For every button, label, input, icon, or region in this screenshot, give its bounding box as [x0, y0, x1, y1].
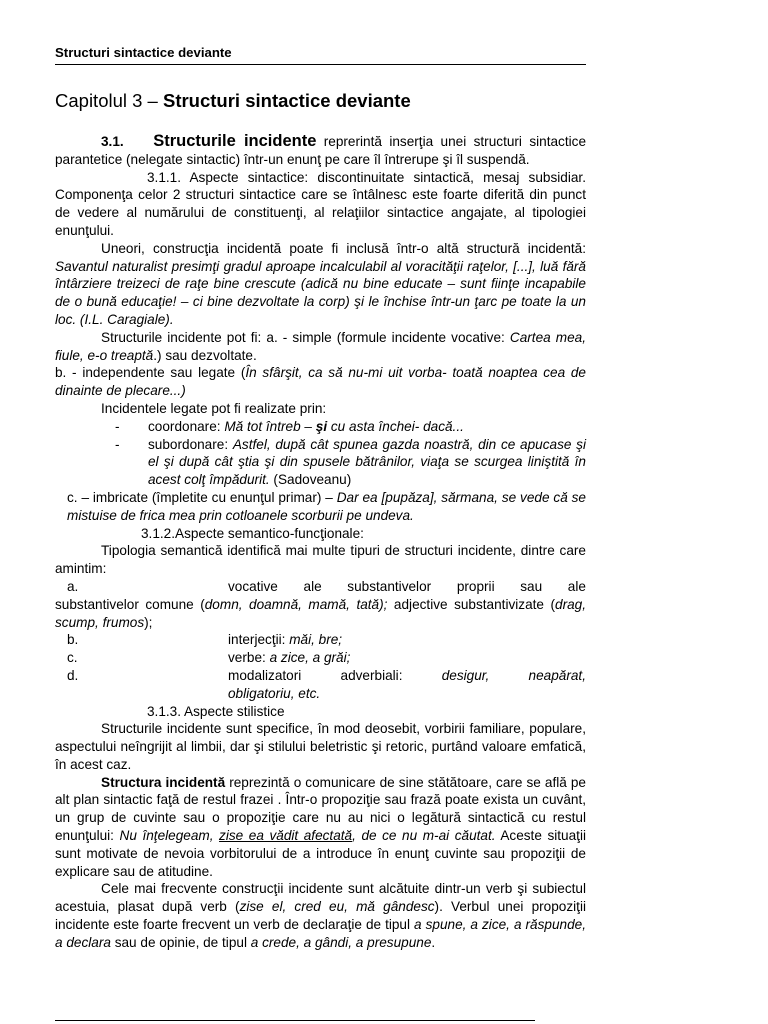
paragraph-after: .) sau dezvoltate. — [153, 347, 257, 363]
paragraph-tipologia: Tipologia semantică identifică mai multe tipuri de structuri incidente, dintre care amintim: — [55, 543, 586, 577]
dash-list — [55, 418, 586, 489]
subsection-text: Componenţa celor 2 structuri sintactice care se întâlnesc este foarte diferită din punct de vedere al numărului de constituenţi, al relaţiilor sintactice angajate, al tipologiei enunţului. — [55, 187, 586, 238]
item-example: Mă tot întreb – şi cu asta închei- dacă... — [224, 418, 464, 434]
list-item-d: d. modalizatori adverbiali: desigur, neapărat, obligatoriu, etc. — [55, 667, 586, 703]
paragraph-structura: Structura incidentă reprezintă o comunicare de sine stătătoare, care se află pe alt plan sintactic faţă de restul frazei . Într-o propoziţie sau frază poate exista un cuvânt, un grup de cuvinte sau o propoziţie care nu au nici o legătură sintactică cu restul enunţului: Nu înţelegeam, zise ea vădit afectată, de ce nu m-ai căutat. Aceste situaţii sunt motivate de nevoia vorbitorului de a introduce în enunţ cuvinte sau propoziţii de explicare sau de atitudine. — [55, 774, 586, 879]
list-dash: - — [115, 436, 120, 452]
section-text: reprerintă inserţia unei structuri sintactice parantetice (nelegate sintactic) într-un enunţ pe care îl întrerupe şi îl suspendă. — [55, 134, 587, 167]
example: În sfârşit, ca să nu-mi uit vorba- toată noaptea cea de dinainte de plecare...) — [55, 365, 586, 399]
paragraph-text: b. - independente sau legate ( — [55, 365, 246, 381]
item-label: d. — [67, 667, 79, 683]
item-label: a. — [67, 578, 79, 594]
item-label: b. — [67, 632, 79, 648]
section-number: 3.1. — [101, 134, 124, 149]
item-attribution: (Sadoveanu) — [269, 472, 352, 488]
item-label: coordonare: — [148, 418, 225, 434]
chapter-name: Structuri sintactice deviante — [162, 90, 411, 111]
list-item-b: b. interjecţii: măi, bre; — [55, 631, 586, 649]
list-dash: - — [115, 418, 120, 434]
item-label: c. — [67, 650, 78, 666]
paragraph-text: Structurile incidente pot fi: a. - simple (formule incidente vocative: — [101, 329, 510, 345]
paragraph-legate: Incidentele legate pot fi realizate prin: — [101, 400, 327, 416]
paragraph-frecvente: Cele mai frecvente construcţii incidente sunt alcătuite dintr-un verb şi subiectul acestuia, plasat după verb (zise el, cred eu, mă gândesc). Verbul unei propoziţii incidente este foarte frecvent un verb de declaraţie de tipul a spune, a zice, a răspunde, a declara sau de opinie, de tipul a crede, a gândi, a presupune. — [55, 881, 586, 950]
paragraph-b — [55, 364, 586, 400]
paragraph-specifice: Structurile incidente sunt specifice, în mod deosebit, vorbirii familiare, populare, aspectului neîngrijit al limbii, dar şi stilului beletristic şi retoric, purtând valoare emfatică, în acest caz. — [55, 721, 586, 772]
term-bold: Structura incidentă — [101, 774, 226, 790]
list-item-c: c. verbe: a zice, a grăi; — [55, 649, 586, 667]
semantic-list — [55, 578, 586, 703]
section-heading: Structurile incidente — [153, 132, 317, 150]
example: Dar ea [pupăza], sărmana, se vede că se mistuise de frica mea prin cotloanele scorburii pe undeva. — [67, 489, 586, 523]
subsection-3-1-3-heading: 3.1.3. Aspecte stilistice — [147, 703, 285, 719]
example: Nu înţelegeam, zise ea vădit afectată, de ce nu m-ai căutat. — [119, 828, 496, 844]
body-text — [55, 133, 586, 952]
list-item — [55, 418, 586, 436]
item-example: Astfel, după cât spunea gazda noastră, din ce apucase şi el şi după cât ştia şi din spusele bătrânilor, viaţa se scurgea liniştită în acest colţ împădurit. — [148, 436, 586, 488]
list-item-a: a. vocative ale substantivelor proprii sau ale substantivelor comune (domn, doamnă, mamă, tată); adjective substantivizate (drag, scump, frumos); — [55, 578, 586, 630]
subsection-heading: 3.1.1. Aspecte sintactice: discontinuitate sintactică, mesaj subsidiar. — [147, 169, 586, 185]
paragraph-3-1-1 — [55, 169, 586, 240]
item-label: subordonare: — [148, 436, 233, 452]
chapter-prefix: Capitolul 3 – — [55, 90, 163, 111]
paragraph-text: c. – imbricate (împletite cu enunţul primar) – — [67, 489, 337, 505]
quote-example: Savantul naturalist presimţi gradul aproape incalculabil al voracităţii raţelor, [...], luă fără întârziere treizeci de raţe bine crescute (adică nu bine educate – sunt fiinţe incapabile de o bună educaţie! – ci bine dezvoltate la corp) şi le închise într-un ţarc pe toate la un loc. (I.L. Caragiale). — [55, 258, 586, 327]
paragraph-c — [55, 489, 586, 525]
paragraph-pot-fi — [55, 329, 586, 365]
paragraph-3-1 — [55, 133, 586, 169]
chapter-title — [55, 90, 411, 112]
paragraph-uneori — [55, 240, 586, 329]
footnote-separator — [55, 1020, 535, 1021]
list-item — [55, 436, 586, 489]
item-bold: şi — [315, 418, 328, 434]
subsection-3-1-2-heading: 3.1.2.Aspecte semantico-funcţionale: — [141, 525, 364, 541]
running-header: Structuri sintactice deviante — [55, 45, 586, 65]
example: Cartea mea, fiule, e-o treaptă — [55, 329, 586, 363]
paragraph-text: Uneori, construcţia incidentă poate fi inclusă într-o altă structură incidentă: — [101, 240, 586, 256]
